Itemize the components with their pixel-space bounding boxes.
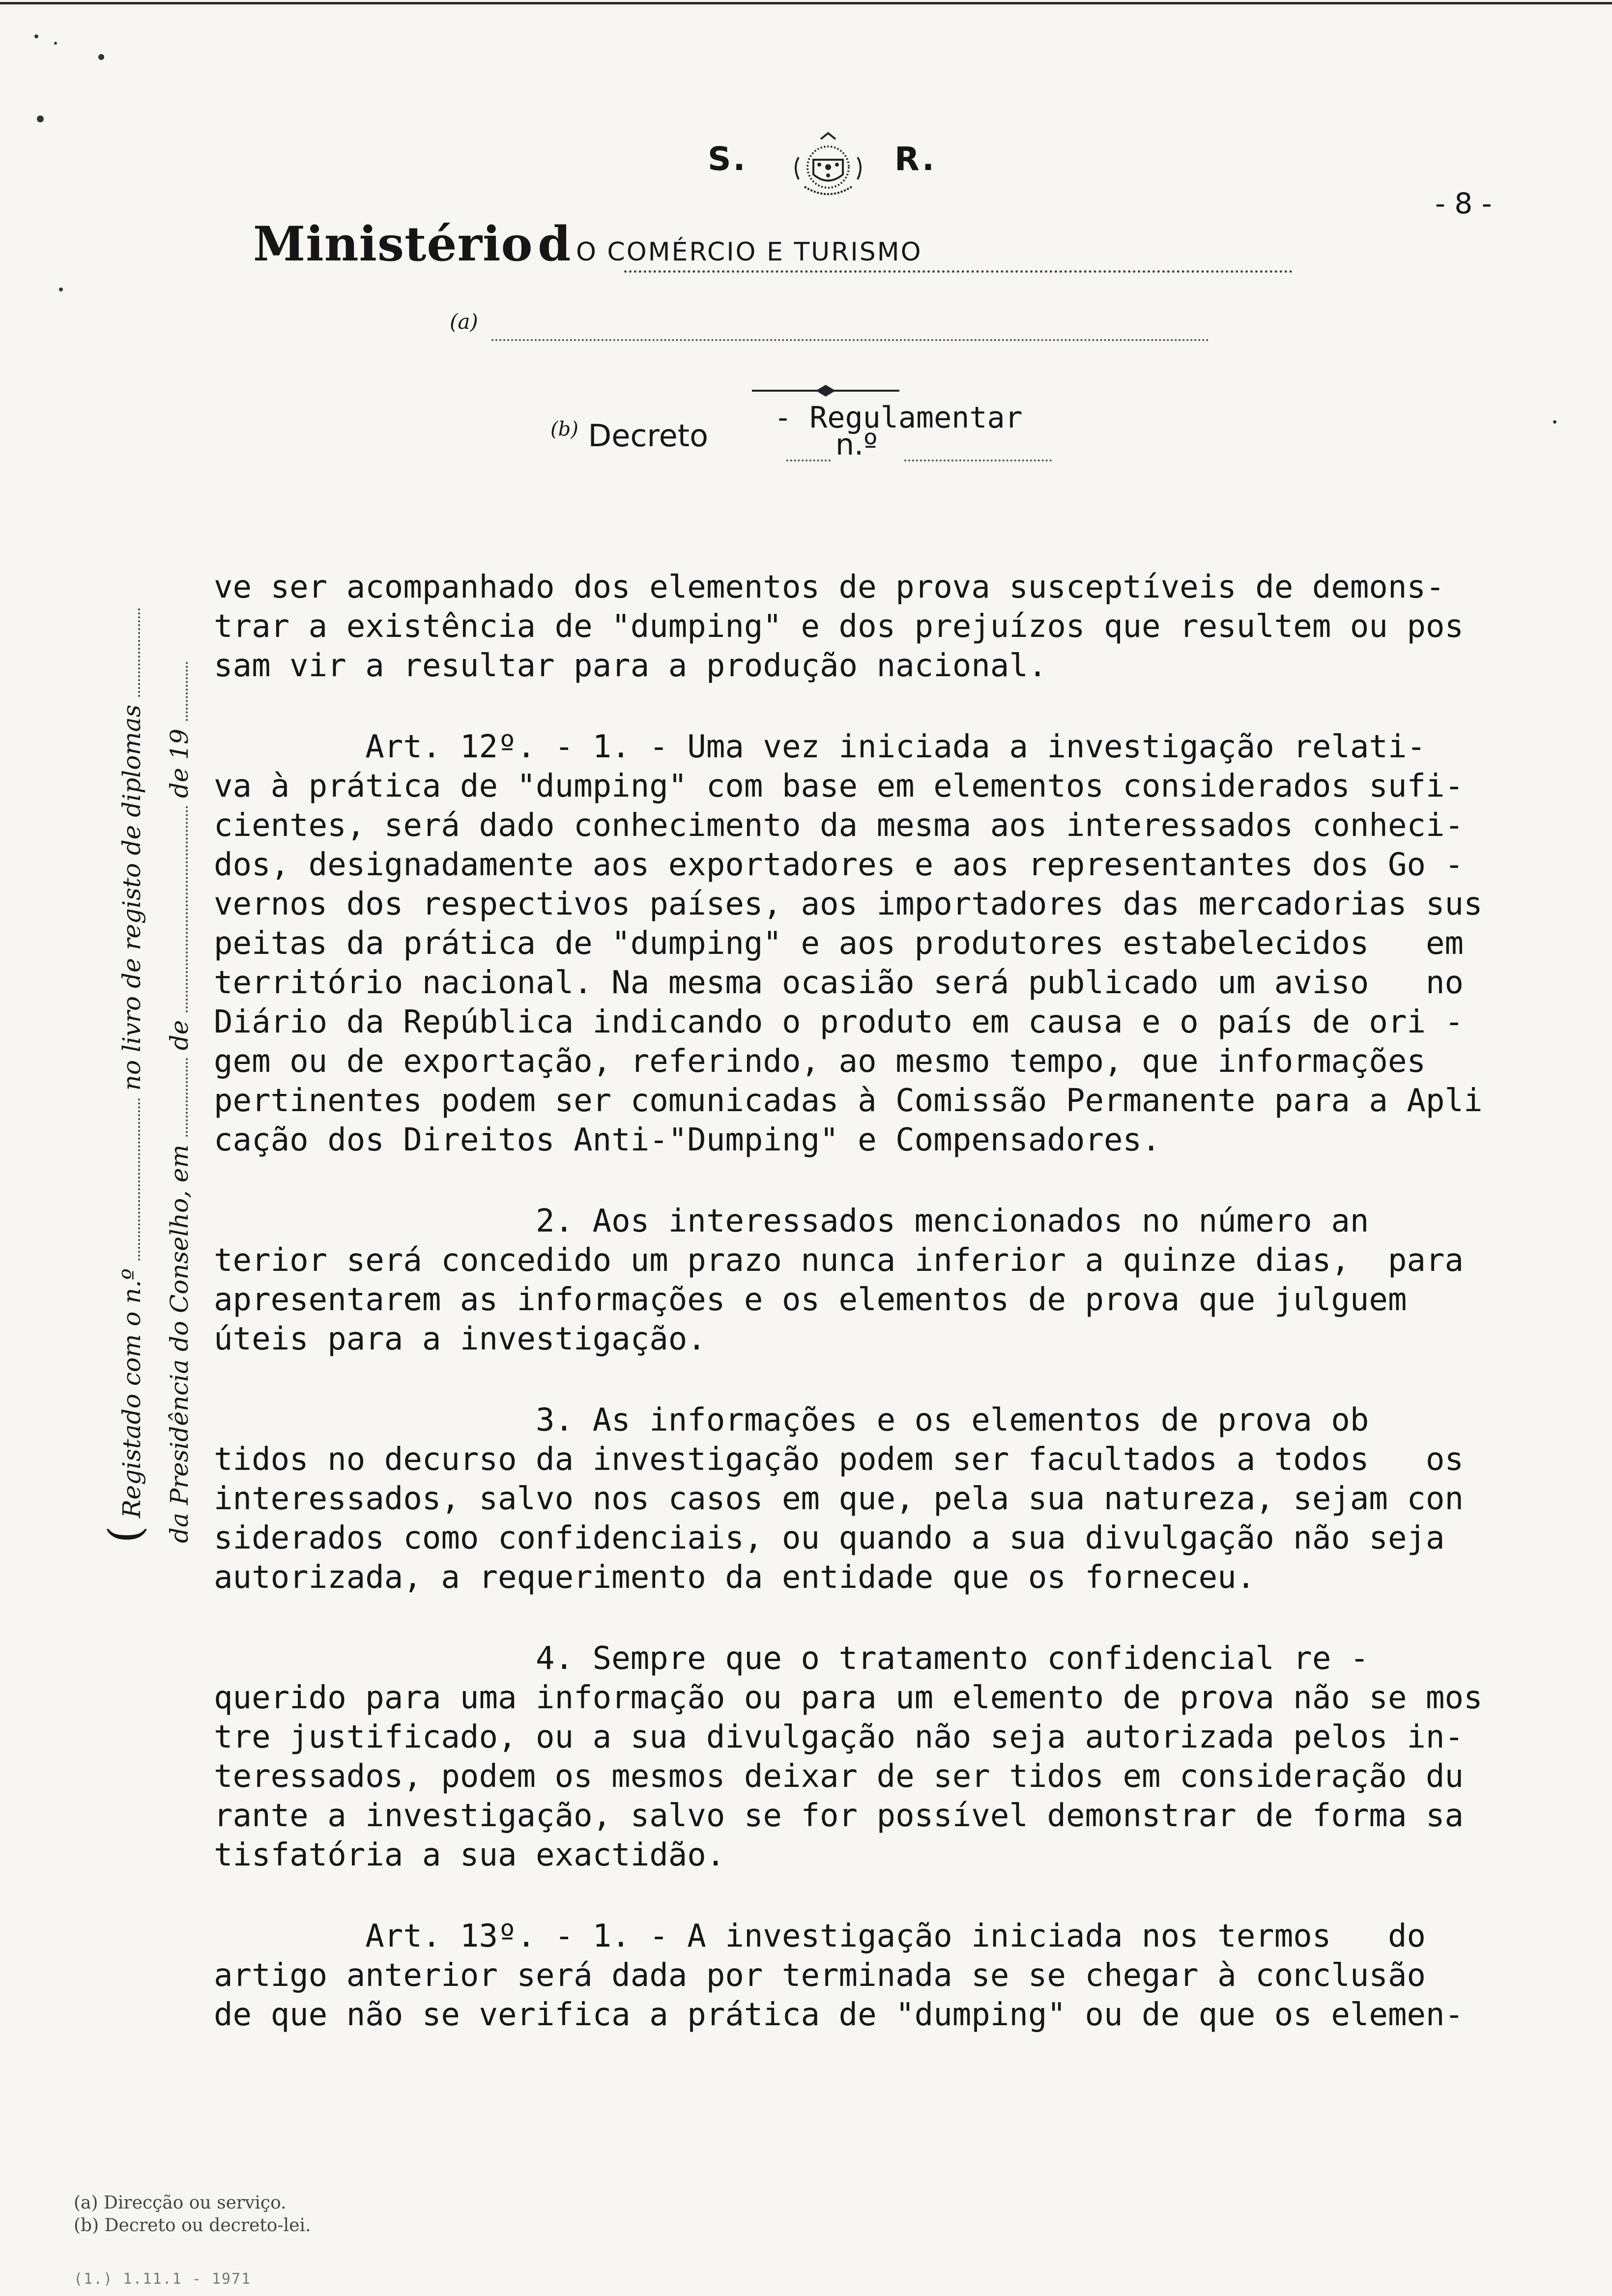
text-line: 4. Sempre que o tratamento confidencial re - <box>214 1640 1369 1677</box>
registration-row-1: ( Registado com o n.º no livro de registo de diplomas <box>98 609 152 1543</box>
ministry-prefix: d <box>538 216 572 272</box>
registration-row-2 <box>152 609 206 1543</box>
text-line: Diário da República indicando o produto em causa e o país de ori - <box>214 1004 1464 1040</box>
text-line: va à prática de "dumping" com base em elementos considerados sufi- <box>214 768 1464 804</box>
ministry-word: Ministério <box>253 216 533 272</box>
field-a-label: (a) <box>450 310 478 334</box>
decree-marker: (b) <box>550 418 578 441</box>
top-border-line <box>0 2 1612 4</box>
registration-text: no livro de registo de diplomas <box>117 704 146 1091</box>
footnote: (b) Decreto ou decreto-lei. <box>74 2215 311 2236</box>
page-number: - 8 - <box>1435 187 1492 220</box>
text-line: tre justificado, ou a sua divulgação não seja autorizada pelos in- <box>214 1719 1464 1755</box>
text-line: apresentarem as informações e os elementos de prova que julguem <box>214 1282 1407 1318</box>
registration-text: de <box>165 1020 194 1051</box>
text-line: interessados, salvo nos casos em que, pela sua natureza, sejam con <box>214 1481 1464 1517</box>
decree-number-label: n.º <box>835 428 878 462</box>
text-line: dos, designadamente aos exportadores e aos representantes dos Go - <box>214 847 1464 883</box>
text-line: querido para uma informação ou para um elemento de prova não se mos <box>214 1680 1483 1716</box>
text-line: cientes, será dado conhecimento da mesma aos interessados conheci- <box>214 807 1464 844</box>
text-line: 2. Aos interessados mencionados no número an <box>214 1203 1369 1239</box>
paragraph <box>214 1202 1531 1359</box>
footnote: (a) Direcção ou serviço. <box>74 2193 287 2213</box>
ministry-dotted-line <box>624 270 1293 273</box>
ministry-heading <box>253 216 922 272</box>
registration-margin-note <box>98 609 206 1543</box>
text-line: artigo anterior será dada por terminada se se chegar à conclusão <box>214 1957 1426 1994</box>
field-a-dotted-line <box>491 339 1209 341</box>
registration-text: de 19 <box>165 728 194 798</box>
text-line: Art. 13º. - 1. - A investigação iniciada nos termos do <box>214 1918 1426 1954</box>
paragraph <box>214 1401 1531 1597</box>
registration-text: Registado com o n.º <box>117 1268 146 1518</box>
registration-month-field <box>186 806 188 1012</box>
text-line: de que não se verifica a prática de "dumping" ou de que os elemen- <box>214 1997 1464 2033</box>
text-line: trar a existência de "dumping" e dos prejuízos que resultem ou pos <box>214 608 1464 645</box>
decree-type: - Regulamentar <box>774 401 1023 435</box>
text-line: terior será concedido um prazo nunca inferior a quinze dias, para <box>214 1242 1464 1279</box>
decree-label <box>550 418 708 454</box>
decree-word: Decreto <box>588 418 709 454</box>
text-line: ve ser acompanhado dos elementos de prova susceptíveis de demons- <box>214 569 1445 605</box>
decree-number-dotted-line <box>904 459 1052 461</box>
registration-text: da Presidência do Conselho, em <box>165 1145 194 1543</box>
text-line: teressados, podem os mesmos deixar de ser tidos em consideração du <box>214 1758 1464 1795</box>
printer-line: (1.) 1.11.1 - 1971 <box>74 2270 252 2288</box>
text-line: rante a investigação, salvo se for possível demonstrar de forma sa <box>214 1798 1464 1834</box>
paragraph <box>214 568 1531 686</box>
text-line: vernos dos respectivos países, aos importadores das mercadorias sus <box>214 886 1483 922</box>
document-body <box>214 568 1531 2035</box>
footnotes <box>74 2192 311 2237</box>
paragraph <box>214 727 1531 1160</box>
decree-dotted-line <box>786 459 831 461</box>
text-line: cação dos Direitos Anti-"Dumping" e Compensadores. <box>214 1122 1161 1158</box>
text-line: siderados como confidenciais, ou quando a sua divulgação não seja <box>214 1520 1445 1556</box>
ministry-department: O COMÉRCIO E TURISMO <box>576 237 922 267</box>
registration-year-field <box>186 662 188 721</box>
text-line: pertinentes podem ser comunicadas à Comissão Permanente para a Apli <box>214 1083 1483 1119</box>
paragraph <box>214 1917 1531 2035</box>
text-line: 3. As informações e os elementos de prova ob <box>214 1402 1369 1438</box>
paragraph <box>214 1639 1531 1875</box>
text-line: Art. 12º. - 1. - Uma vez iniciada a investigação relati- <box>214 729 1426 765</box>
text-line: peitas da prática de "dumping" e aos produtores estabelecidos em <box>214 925 1464 962</box>
header-letter-r: R. <box>894 140 937 178</box>
text-line: tisfatória a sua exactidão. <box>214 1837 725 1873</box>
header-letter-s: S. <box>708 140 748 178</box>
registration-dotted-line <box>138 608 140 697</box>
text-line: sam vir a resultar para a produção nacional. <box>214 648 1047 684</box>
text-line: autorizada, a requerimento da entidade que os forneceu. <box>214 1559 1256 1596</box>
text-line: úteis para a investigação. <box>214 1321 706 1357</box>
registration-number-field <box>138 1098 140 1261</box>
ornament-divider <box>752 383 899 398</box>
text-line: gem ou de exportação, referindo, ao mesmo tempo, que informações <box>214 1043 1426 1080</box>
text-line: tidos no decurso da investigação podem ser facultados a todos os <box>214 1441 1464 1478</box>
coat-of-arms-icon <box>779 130 877 204</box>
text-line: território nacional. Na mesma ocasião será publicado um aviso no <box>214 965 1464 1001</box>
registration-day-field <box>186 1058 188 1137</box>
header-sr <box>693 130 968 204</box>
